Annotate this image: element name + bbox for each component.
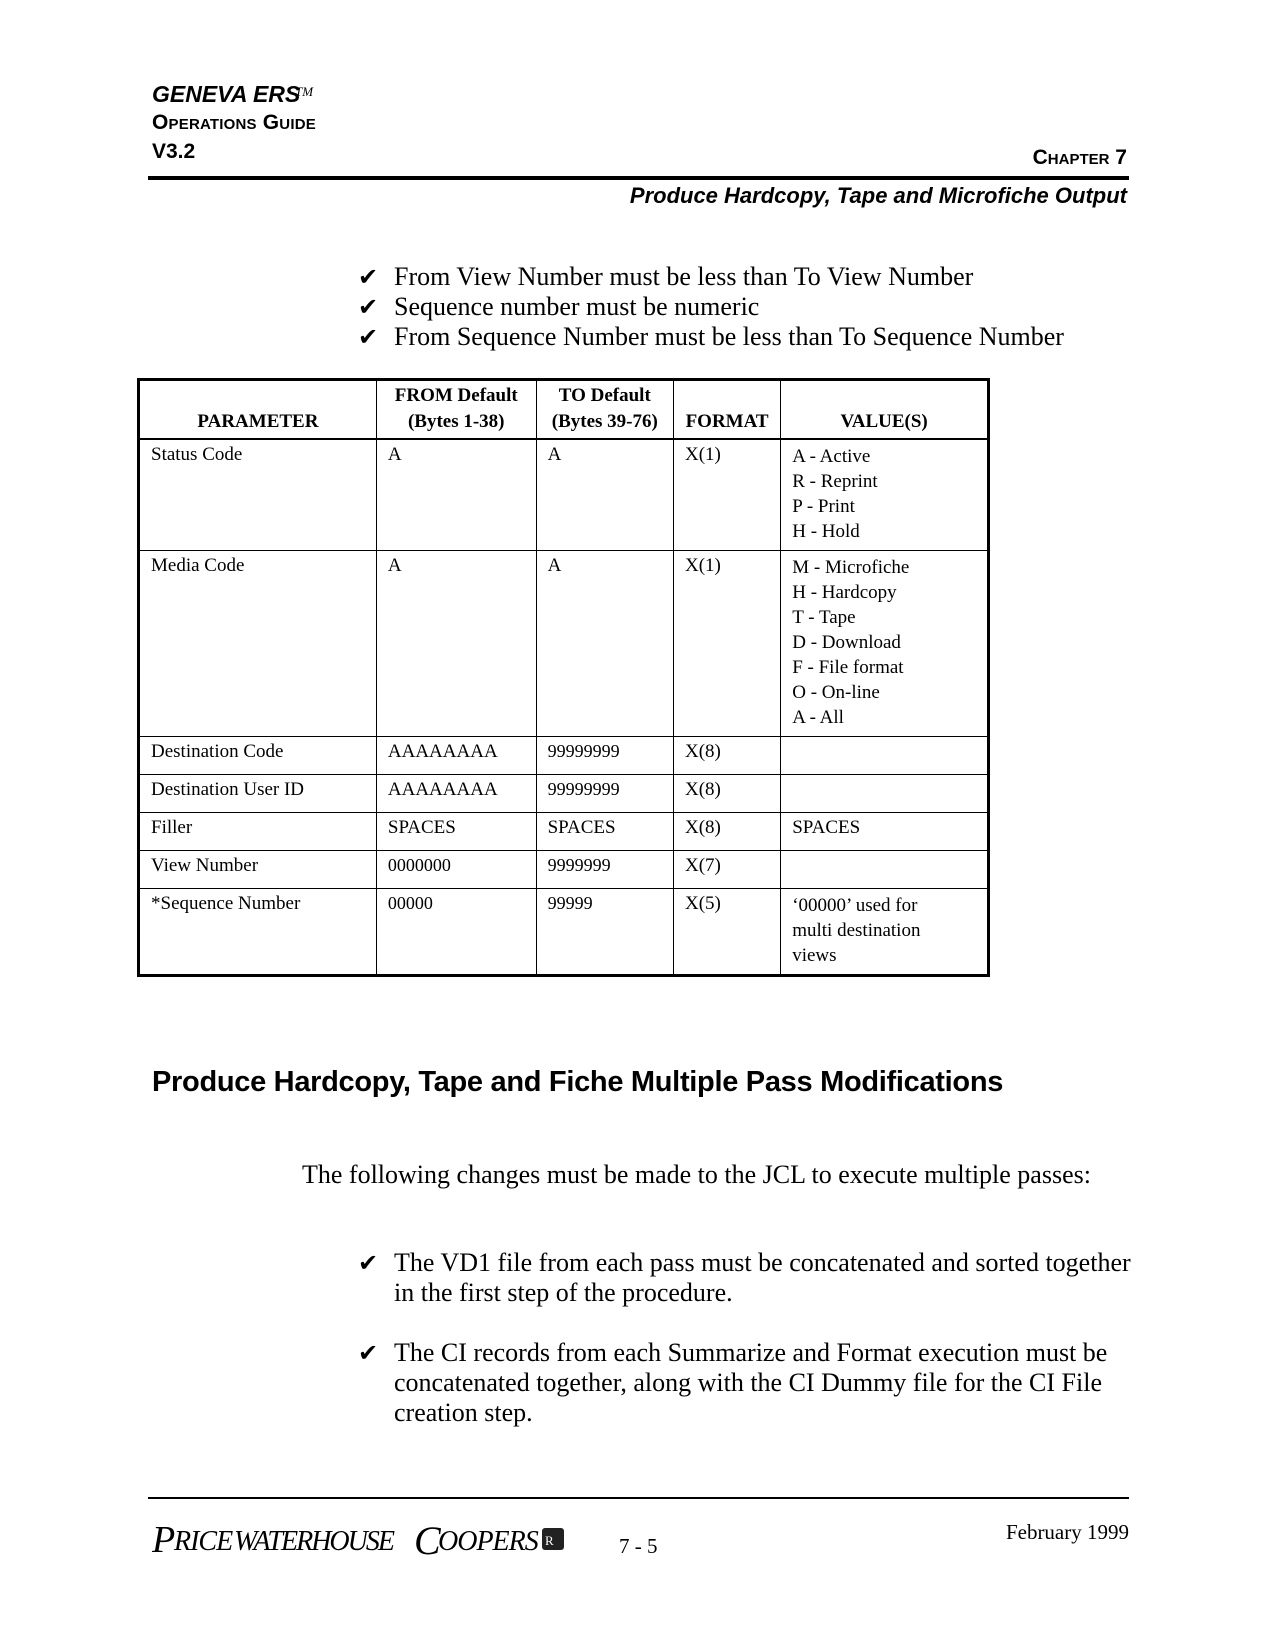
- cell-format: X(8): [673, 737, 780, 775]
- checkmark-icon: ✔: [358, 1339, 379, 1367]
- list-item-text: The VD1 file from each pass must be concatenated and sorted together in the first step of the procedure.: [394, 1248, 1131, 1307]
- section-heading: Produce Hardcopy, Tape and Fiche Multiple Pass Modifications: [152, 1066, 1004, 1098]
- cell-to: A: [536, 439, 673, 551]
- header-from-line2: (Bytes 1-38): [407, 411, 505, 432]
- cell-from: A: [376, 439, 536, 551]
- header-from-line1: FROM Default: [394, 385, 518, 406]
- trademark-mark: TM: [295, 84, 314, 99]
- list-item-text: The CI records from each Summarize and Format execution must be concatenated together, along with the CI Dummy file for the CI File creation step.: [394, 1338, 1108, 1427]
- checkmark-icon: ✔: [358, 263, 379, 291]
- value-line: H - Hardcopy: [792, 582, 897, 603]
- list-item: [358, 262, 1064, 292]
- header-to-line2: (Bytes 39-76): [551, 411, 658, 432]
- header-format: FORMAT: [673, 380, 780, 440]
- header-to-default: [536, 380, 673, 440]
- svg-text:C: C: [414, 1518, 441, 1562]
- product-name: GENEVA ERS: [152, 81, 301, 107]
- cell-values: SPACES: [781, 813, 989, 851]
- pwc-logo-icon: [152, 1506, 572, 1562]
- value-line: O - On-line: [792, 682, 880, 703]
- cell-format: X(1): [673, 439, 780, 551]
- cell-parameter: *Sequence Number: [139, 889, 377, 976]
- parameter-table: [137, 378, 990, 977]
- table-row: [139, 737, 989, 775]
- checkmark-icon: ✔: [358, 323, 379, 351]
- guide-name: Operations Guide: [152, 111, 316, 134]
- header-rule: [148, 176, 1129, 180]
- header-parameter: PARAMETER: [139, 380, 377, 440]
- cell-values: [781, 775, 989, 813]
- value-line: M - Microfiche: [792, 557, 910, 578]
- company-logo: [152, 1506, 572, 1562]
- value-line: R - Reprint: [792, 471, 878, 492]
- cell-values: [781, 737, 989, 775]
- cell-to: 9999999: [536, 851, 673, 889]
- svg-text:RICE: RICE: [174, 1526, 233, 1557]
- cell-parameter: Media Code: [139, 551, 377, 737]
- cell-to: A: [536, 551, 673, 737]
- section-intro: The following changes must be made to the JCL to execute multiple passes:: [302, 1160, 1091, 1189]
- cell-from: SPACES: [376, 813, 536, 851]
- checkmark-icon: ✔: [358, 293, 379, 321]
- table-header-row: [139, 380, 989, 440]
- value-line: views: [792, 945, 837, 966]
- cell-from: 00000: [376, 889, 536, 976]
- value-line: P - Print: [792, 496, 855, 517]
- page-number: 7 - 5: [619, 1534, 658, 1558]
- list-item-text: From View Number must be less than To View Number: [394, 262, 974, 291]
- table-row: [139, 813, 989, 851]
- list-item-text: From Sequence Number must be less than To Sequence Number: [394, 322, 1064, 351]
- cell-to: 99999: [536, 889, 673, 976]
- value-line: H - Hold: [792, 521, 860, 542]
- cell-format: X(5): [673, 889, 780, 976]
- cell-parameter: Destination Code: [139, 737, 377, 775]
- publish-date: February 1999: [1005, 1520, 1129, 1544]
- list-item: [358, 292, 1064, 322]
- cell-values: [781, 551, 989, 737]
- list-item: [358, 1248, 1154, 1308]
- value-line: A - Active: [792, 446, 871, 467]
- header-to-line1: TO Default: [558, 385, 651, 406]
- table-row: [139, 889, 989, 976]
- cell-to: SPACES: [536, 813, 673, 851]
- value-line: T - Tape: [792, 607, 856, 628]
- svg-text:P: P: [152, 1519, 175, 1561]
- cell-values: [781, 439, 989, 551]
- cell-from: 0000000: [376, 851, 536, 889]
- table-row: [139, 439, 989, 551]
- version-label: V3.2: [152, 140, 196, 163]
- header-from-default: [376, 380, 536, 440]
- checkmark-icon: ✔: [358, 1249, 379, 1277]
- modification-list: [358, 1248, 1154, 1308]
- document-header: [152, 80, 316, 166]
- value-line: F - File format: [792, 657, 904, 678]
- list-item: [358, 322, 1064, 352]
- footer-rule: [148, 1497, 1129, 1499]
- table-row: [139, 851, 989, 889]
- cell-parameter: View Number: [139, 851, 377, 889]
- value-line: D - Download: [792, 632, 901, 653]
- table-row: [139, 775, 989, 813]
- cell-from: AAAAAAAA: [376, 737, 536, 775]
- value-line: multi destination: [792, 920, 921, 941]
- cell-from: A: [376, 551, 536, 737]
- svg-text:WATERHOUSE: WATERHOUSE: [234, 1526, 393, 1557]
- cell-to: 99999999: [536, 775, 673, 813]
- value-line: ‘00000’ used for: [792, 895, 918, 916]
- value-line: A - All: [792, 707, 844, 728]
- modification-list-2: [358, 1338, 1154, 1428]
- chapter-subtitle: Produce Hardcopy, Tape and Microfiche Output: [629, 183, 1127, 208]
- svg-text:OOPERS: OOPERS: [438, 1526, 538, 1557]
- list-item-text: Sequence number must be numeric: [394, 292, 760, 321]
- cell-format: X(7): [673, 851, 780, 889]
- cell-parameter: Filler: [139, 813, 377, 851]
- cell-parameter: Destination User ID: [139, 775, 377, 813]
- cell-from: AAAAAAAA: [376, 775, 536, 813]
- product-title: [152, 80, 316, 108]
- cell-format: X(8): [673, 775, 780, 813]
- cell-parameter: Status Code: [139, 439, 377, 551]
- chapter-label: Chapter 7: [1032, 146, 1127, 169]
- cell-values: [781, 851, 989, 889]
- cell-to: 99999999: [536, 737, 673, 775]
- cell-format: X(1): [673, 551, 780, 737]
- header-values: VALUE(S): [781, 380, 989, 440]
- list-item: [358, 1338, 1154, 1428]
- table-row: [139, 551, 989, 737]
- cell-format: X(8): [673, 813, 780, 851]
- cell-values: [781, 889, 989, 976]
- svg-text:R: R: [545, 1533, 554, 1548]
- validation-rules-list: [358, 262, 1064, 352]
